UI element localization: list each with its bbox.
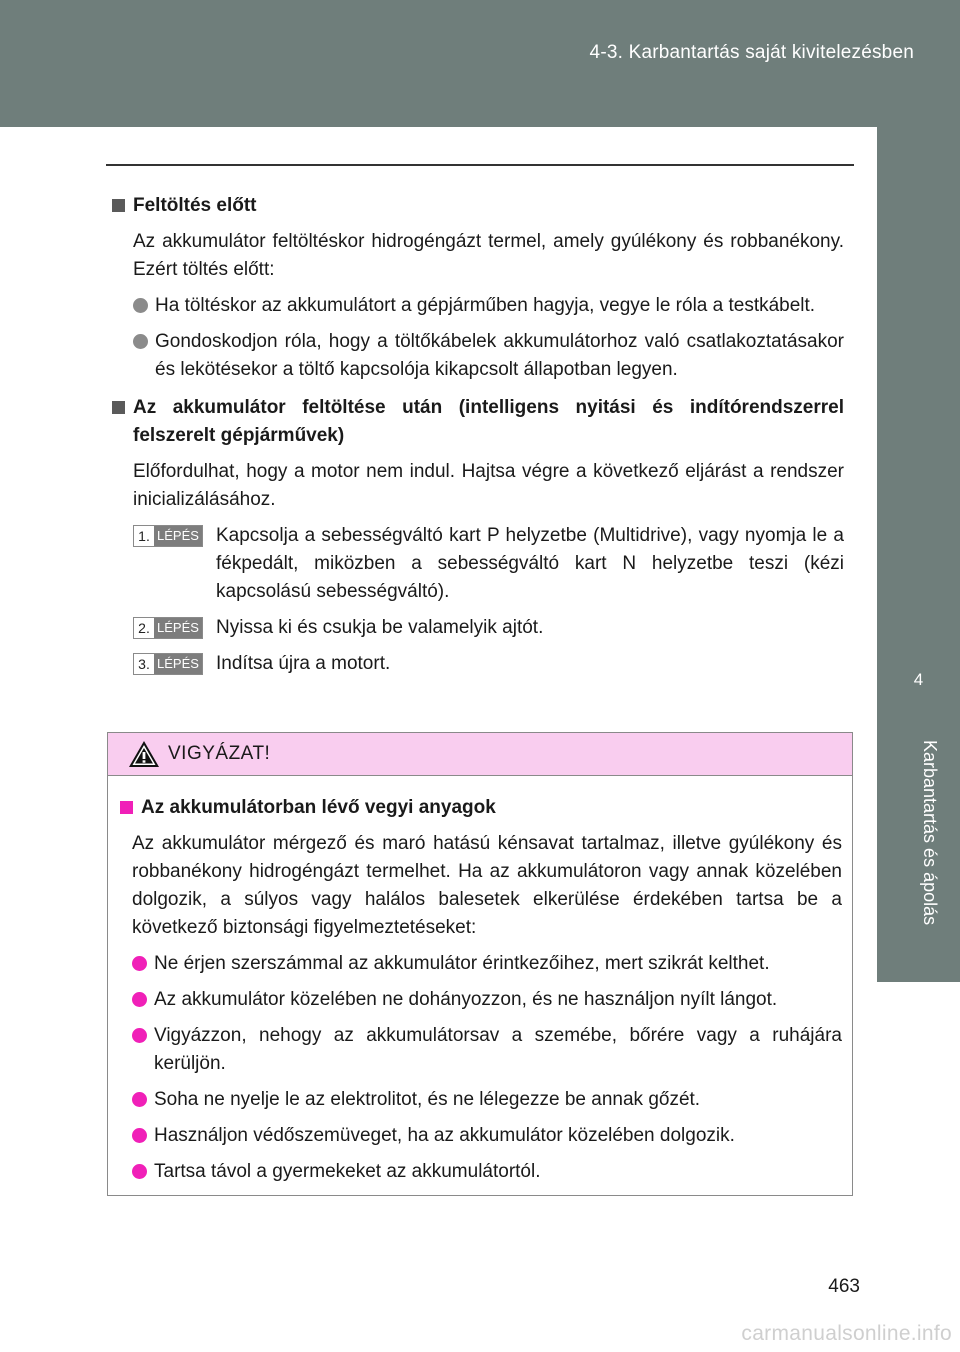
warning-box (107, 732, 853, 1196)
main-content (112, 192, 844, 678)
list-item: Ha töltéskor az akkumulátort a gépjárműben hagyja, vegye le róla a testkábelt. (133, 292, 844, 320)
step-badge: 3. LÉPÉS (133, 653, 203, 675)
procedure-step: 3. LÉPÉS Indítsa újra a motort. (133, 650, 844, 678)
circle-bullet-icon (132, 956, 147, 971)
watermark: carmanualsonline.info (741, 1322, 952, 1345)
circle-bullet-icon (132, 1028, 147, 1043)
list-item: Használjon védőszemüveget, ha az akkumulátor közelében dolgozik. (132, 1122, 842, 1150)
warning-intro: Az akkumulátor mérgező és maró hatású kénsavat tartalmaz, illetve gyúlékony és robbanékony hidrogéngázt termelhet. Ha az akkumulátoron vagy annak közelében dolgozik, a súlyos vagy halálos balesetek elkerülése érdekében tartsa be a következő biztonsági figyelmeztetéseket: (132, 833, 842, 938)
procedure-step: 1. LÉPÉS Kapcsolja a sebességváltó kart P helyzetbe (Multidrive), vagy nyomja le a fékpedált, miközben a sebességváltó kart N helyzetbe teszi (kézi kapcsolású sebességváltó). (133, 522, 844, 606)
circle-bullet-icon (132, 1164, 147, 1179)
circle-bullet-icon (133, 298, 148, 313)
section-heading: Feltöltés előtt (112, 192, 844, 220)
list-item: Az akkumulátor közelében ne dohányozzon, és ne használjon nyílt lángot. (132, 986, 842, 1014)
square-bullet-icon (120, 801, 133, 814)
section-title: 4-3. Karbantartás saját kivitelezésben (589, 42, 914, 63)
list-item: Vigyázzon, nehogy az akkumulátorsav a szemébe, bőrére vagy a ruhájára kerüljön. (132, 1022, 842, 1078)
section-heading: Az akkumulátor feltöltése után (intelligens nyitási és indítórendszerrel felszerelt gépjárművek) (112, 394, 844, 450)
list-item: Tartsa távol a gyermekeket az akkumulátortól. (132, 1158, 842, 1186)
circle-bullet-icon (133, 334, 148, 349)
step-badge: 1. LÉPÉS (133, 525, 203, 547)
section-intro: Az akkumulátor feltöltéskor hidrogéngázt termel, amely gyúlékony és robbanékony. Ezért töltés előtt: (133, 231, 844, 280)
chapter-label: Karbantartás és ápolás (920, 740, 940, 926)
square-bullet-icon (112, 199, 125, 212)
circle-bullet-icon (132, 1092, 147, 1107)
circle-bullet-icon (132, 992, 147, 1007)
section-intro: Előfordulhat, hogy a motor nem indul. Hajtsa végre a következő eljárást a rendszer inicializálásához. (133, 461, 844, 510)
page-number: 463 (828, 1276, 860, 1297)
warning-title: VIGYÁZAT! (168, 743, 271, 764)
step-badge: 2. LÉPÉS (133, 617, 203, 639)
warning-heading: Az akkumulátorban lévő vegyi anyagok (120, 794, 842, 822)
circle-bullet-icon (132, 1128, 147, 1143)
warning-body (108, 776, 852, 1186)
list-item: Soha ne nyelje le az elektrolitot, és ne lélegezze be annak gőzét. (132, 1086, 842, 1114)
list-item: Gondoskodjon róla, hogy a töltőkábelek akkumulátorhoz való csatlakoztatásakor és lekötésekor a töltő kapcsolója kikapcsolt állapotban legyen. (133, 328, 844, 384)
square-bullet-icon (112, 401, 125, 414)
list-item: Ne érjen szerszámmal az akkumulátor érintkezőihez, mert szikrát kelthet. (132, 950, 842, 978)
warning-triangle-icon (128, 739, 160, 769)
top-rule (106, 164, 854, 166)
warning-header (108, 733, 852, 776)
procedure-step: 2. LÉPÉS Nyissa ki és csukja be valamelyik ajtót. (133, 614, 844, 642)
chapter-number: 4 (913, 670, 924, 689)
